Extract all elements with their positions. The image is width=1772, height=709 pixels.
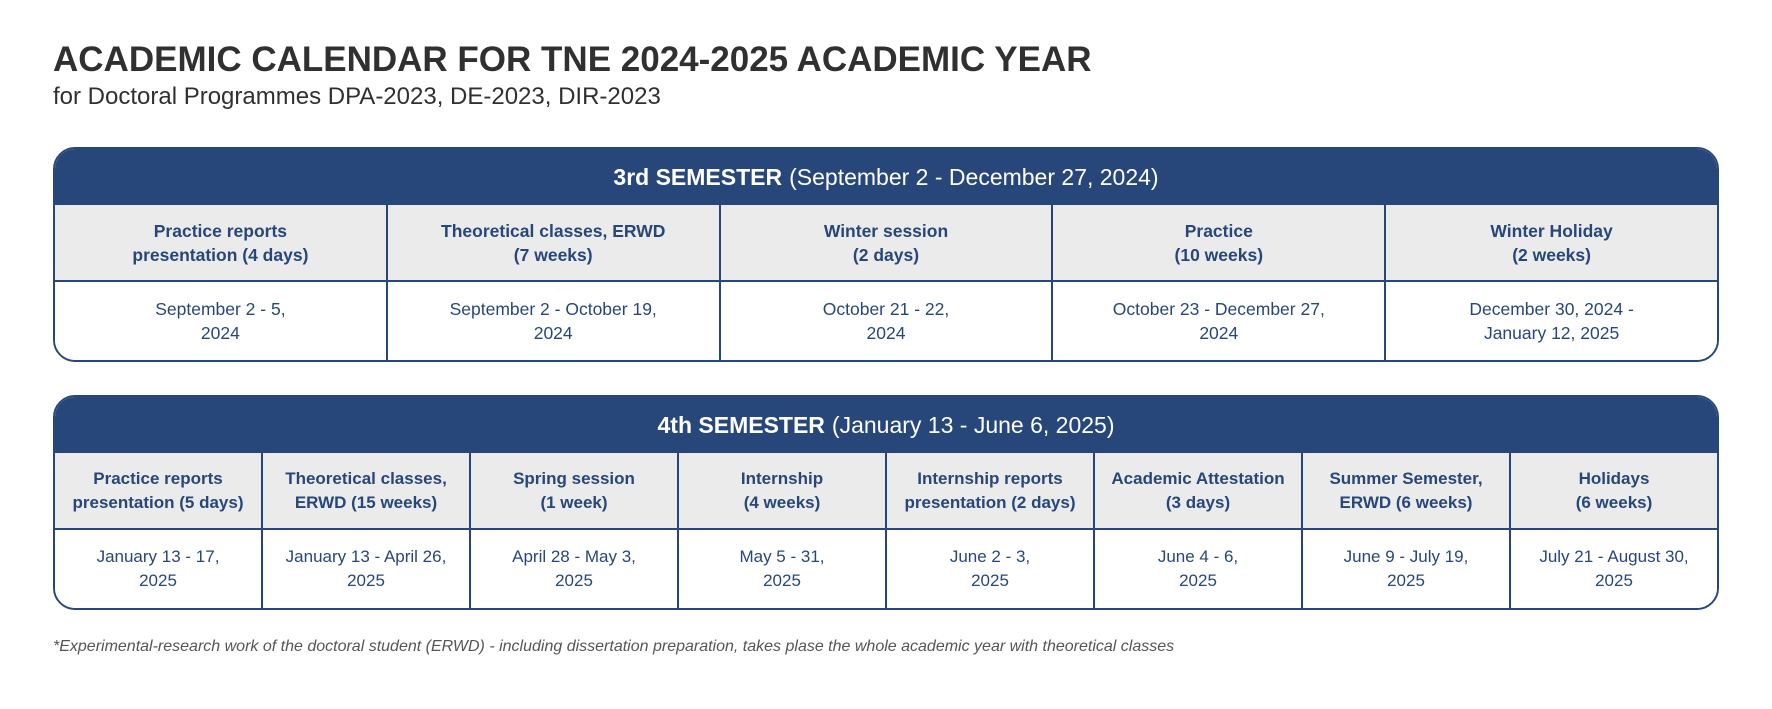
page-title: ACADEMIC CALENDAR FOR TNE 2024-2025 ACADEMIC YEAR <box>53 40 1092 79</box>
semester-4-header <box>55 397 1717 453</box>
period-label: Holidays (6 weeks) <box>1575 468 1653 512</box>
period-dates: October 21 - 22, 2024 <box>822 299 950 343</box>
period-dates: January 13 - 17, 2025 <box>96 547 220 590</box>
period-label: Theoretical classes, ERWD (15 weeks) <box>285 468 447 512</box>
semester-4-label-cell <box>887 453 1095 528</box>
semester-3-label-cell <box>721 205 1054 280</box>
semester-3-date-cell <box>721 282 1054 360</box>
period-dates: June 4 - 6, 2025 <box>1157 547 1239 590</box>
semester-3-name: 3rd SEMESTER <box>613 163 783 190</box>
period-label: Academic Attestation (3 days) <box>1111 468 1285 512</box>
semester-4-label-cell <box>471 453 679 528</box>
semester-3-date-cell <box>1386 282 1717 360</box>
semester-3-table <box>53 147 1719 362</box>
semester-4-label-cell <box>679 453 887 528</box>
semester-3-label-cell <box>1386 205 1717 280</box>
semester-4-label-cell <box>1303 453 1511 528</box>
semester-4-date-cell <box>1095 530 1303 608</box>
semester-3-label-row <box>55 205 1717 282</box>
semester-4-table <box>53 395 1719 610</box>
semester-4-label-cell <box>1095 453 1303 528</box>
period-label: Winter session (2 days) <box>823 220 949 265</box>
period-label: Practice reports presentation (5 days) <box>72 468 244 512</box>
period-label: Practice (10 weeks) <box>1174 220 1264 265</box>
semester-3-date-cell <box>388 282 721 360</box>
period-label: Internship reports presentation (2 days) <box>904 468 1076 512</box>
semester-4-date-row <box>55 530 1717 608</box>
period-dates: April 28 - May 3, 2025 <box>512 547 636 590</box>
semester-3-date-row <box>55 282 1717 360</box>
period-dates: September 2 - October 19, 2024 <box>449 299 657 343</box>
semester-4-label-cell <box>1511 453 1717 528</box>
semester-4-label-cell <box>263 453 471 528</box>
semester-4-range: (January 13 - June 6, 2025) <box>831 411 1115 438</box>
period-dates: May 5 - 31, 2025 <box>739 547 825 590</box>
period-dates: September 2 - 5, 2024 <box>155 299 286 343</box>
semester-4-date-cell <box>1511 530 1717 608</box>
semester-4-date-cell <box>471 530 679 608</box>
period-label: Theoretical classes, ERWD (7 weeks) <box>441 220 666 265</box>
period-label: Summer Semester, ERWD (6 weeks) <box>1329 468 1483 512</box>
semester-4-label-cell <box>55 453 263 528</box>
semester-3-label-cell <box>55 205 388 280</box>
semester-4-date-cell <box>263 530 471 608</box>
semester-3-range: (September 2 - December 27, 2024) <box>789 163 1159 190</box>
page-subtitle: for Doctoral Programmes DPA-2023, DE-2023, DIR-2023 <box>53 83 661 110</box>
semester-3-label-cell <box>1053 205 1386 280</box>
period-label: Spring session (1 week) <box>513 468 635 512</box>
period-dates: January 13 - April 26, 2025 <box>285 547 447 590</box>
semester-3-date-cell <box>55 282 388 360</box>
period-dates: June 9 - July 19, 2025 <box>1343 547 1469 590</box>
semester-4-date-cell <box>679 530 887 608</box>
period-label: Winter Holiday (2 weeks) <box>1490 220 1613 265</box>
semester-4-date-cell <box>1303 530 1511 608</box>
semester-4-date-cell <box>887 530 1095 608</box>
period-dates: July 21 - August 30, 2025 <box>1539 547 1689 590</box>
period-dates: October 23 - December 27, 2024 <box>1112 299 1325 343</box>
semester-4-label-row <box>55 453 1717 530</box>
semester-3-label-cell <box>388 205 721 280</box>
semester-4-name: 4th SEMESTER <box>657 411 825 438</box>
semester-4-date-cell <box>55 530 263 608</box>
period-dates: June 2 - 3, 2025 <box>949 547 1031 590</box>
semester-3-header <box>55 149 1717 205</box>
period-label: Internship (4 weeks) <box>740 468 824 512</box>
semester-3-date-cell <box>1053 282 1386 360</box>
period-label: Practice reports presentation (4 days) <box>132 220 309 265</box>
period-dates: December 30, 2024 - January 12, 2025 <box>1469 299 1634 343</box>
page-header <box>53 40 1092 112</box>
footnote: *Experimental-research work of the doctoral student (ERWD) - including dissertation preparation, takes plase the whole academic year with theoretical classes <box>53 638 1175 655</box>
